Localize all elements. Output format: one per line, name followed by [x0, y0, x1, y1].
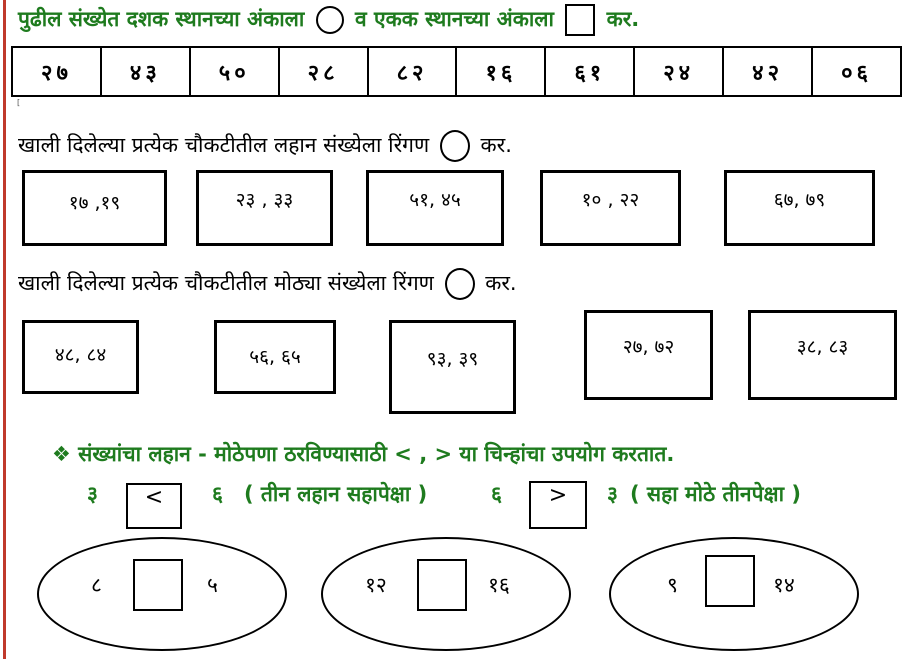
pair-text: ५६, ६५: [249, 346, 301, 368]
greater-than-sign: >: [548, 483, 568, 508]
question-2: [18, 130, 512, 162]
number-cell[interactable]: ५०: [190, 47, 279, 96]
question-2-text: खाली दिलेल्या प्रत्येक चौकटीतील लहान संख्येला रिंगण: [18, 133, 430, 157]
answer-box[interactable]: [705, 555, 755, 607]
numbers-table: [11, 46, 902, 97]
number-cell[interactable]: ४३: [101, 47, 190, 96]
comparison-oval: [37, 537, 287, 651]
left-number: ९: [667, 573, 678, 597]
pair-text: ९३, ३९: [426, 348, 479, 370]
number-cell[interactable]: २७: [12, 47, 101, 96]
question-1-text-b: व एकक स्थानच्या अंकाला: [354, 7, 554, 31]
example-a: ३: [87, 482, 98, 506]
small-pair-box[interactable]: [196, 170, 333, 246]
number-cell[interactable]: ८२: [368, 47, 457, 96]
small-pair-box[interactable]: [540, 170, 681, 246]
section-heading: [52, 440, 674, 468]
example-c: ६: [491, 482, 502, 506]
question-1: [18, 4, 639, 36]
number-cell[interactable]: २४: [634, 47, 723, 96]
question-2-end: कर.: [480, 133, 512, 157]
left-number: ८: [91, 573, 102, 597]
circle-symbol: [445, 268, 475, 300]
pair-text: ५१, ४५: [409, 189, 461, 211]
numbers-row: [12, 47, 901, 96]
example-d: ३: [607, 482, 618, 506]
big-pair-box[interactable]: [22, 320, 139, 394]
less-than-sign: <: [144, 485, 164, 510]
pair-text: २७, ७२: [622, 336, 675, 358]
circle-symbol: [440, 130, 470, 162]
example-lt-note: ( तीन लहान सहापेक्षा ): [244, 482, 428, 506]
small-pair-box[interactable]: [724, 170, 875, 246]
diamond-bullet-icon: ❖: [52, 442, 71, 466]
example-b: ६: [212, 482, 223, 506]
small-pair-box[interactable]: [22, 170, 167, 246]
left-number: १२: [365, 573, 387, 597]
pair-text: १७ ,१९: [68, 192, 121, 214]
circle-symbol: [316, 6, 344, 34]
big-pair-box[interactable]: [748, 310, 897, 400]
section-heading-text: संख्यांचा लहान - मोठेपणा ठरविण्यासाठी < , > या चिन्हांचा उपयोग करतात.: [78, 442, 675, 466]
question-1-text-c: कर.: [606, 7, 640, 31]
right-number: १६: [488, 573, 510, 597]
page-margin-line: [3, 0, 6, 659]
pair-text: २३ , ३३: [235, 189, 294, 211]
pair-text: १० , २२: [581, 189, 640, 211]
comparison-oval: [609, 537, 859, 651]
small-pair-box[interactable]: [366, 170, 504, 246]
right-number: ५: [207, 573, 218, 597]
number-cell[interactable]: ४२: [723, 47, 812, 96]
question-3: [18, 268, 517, 300]
stray-mark: [: [17, 98, 21, 107]
less-than-box: [126, 483, 182, 529]
big-pair-box[interactable]: [214, 320, 336, 394]
question-3-text: खाली दिलेल्या प्रत्येक चौकटीतील मोठ्या संख्येला रिंगण: [18, 271, 434, 295]
pair-text: ४८, ८४: [54, 344, 107, 366]
number-cell[interactable]: १६: [456, 47, 545, 96]
question-3-end: कर.: [485, 271, 517, 295]
answer-box[interactable]: [417, 559, 467, 611]
example-gt-note: ( सहा मोठे तीनपेक्षा ): [630, 482, 801, 506]
question-1-text-a: पुढील संख्येत दशक स्थानच्या अंकाला: [18, 7, 305, 31]
pair-text: ३८, ८३: [796, 336, 849, 358]
comparison-oval: [321, 537, 571, 651]
number-cell[interactable]: २८: [279, 47, 368, 96]
greater-than-box: [529, 481, 587, 529]
square-symbol: [565, 4, 595, 36]
pair-text: ६७, ७९: [773, 189, 826, 211]
big-pair-box[interactable]: [584, 310, 713, 400]
number-cell[interactable]: ६१: [545, 47, 634, 96]
big-pair-box[interactable]: [389, 320, 516, 414]
number-cell[interactable]: ०६: [812, 47, 901, 96]
answer-box[interactable]: [133, 559, 183, 611]
right-number: १४: [773, 573, 795, 597]
